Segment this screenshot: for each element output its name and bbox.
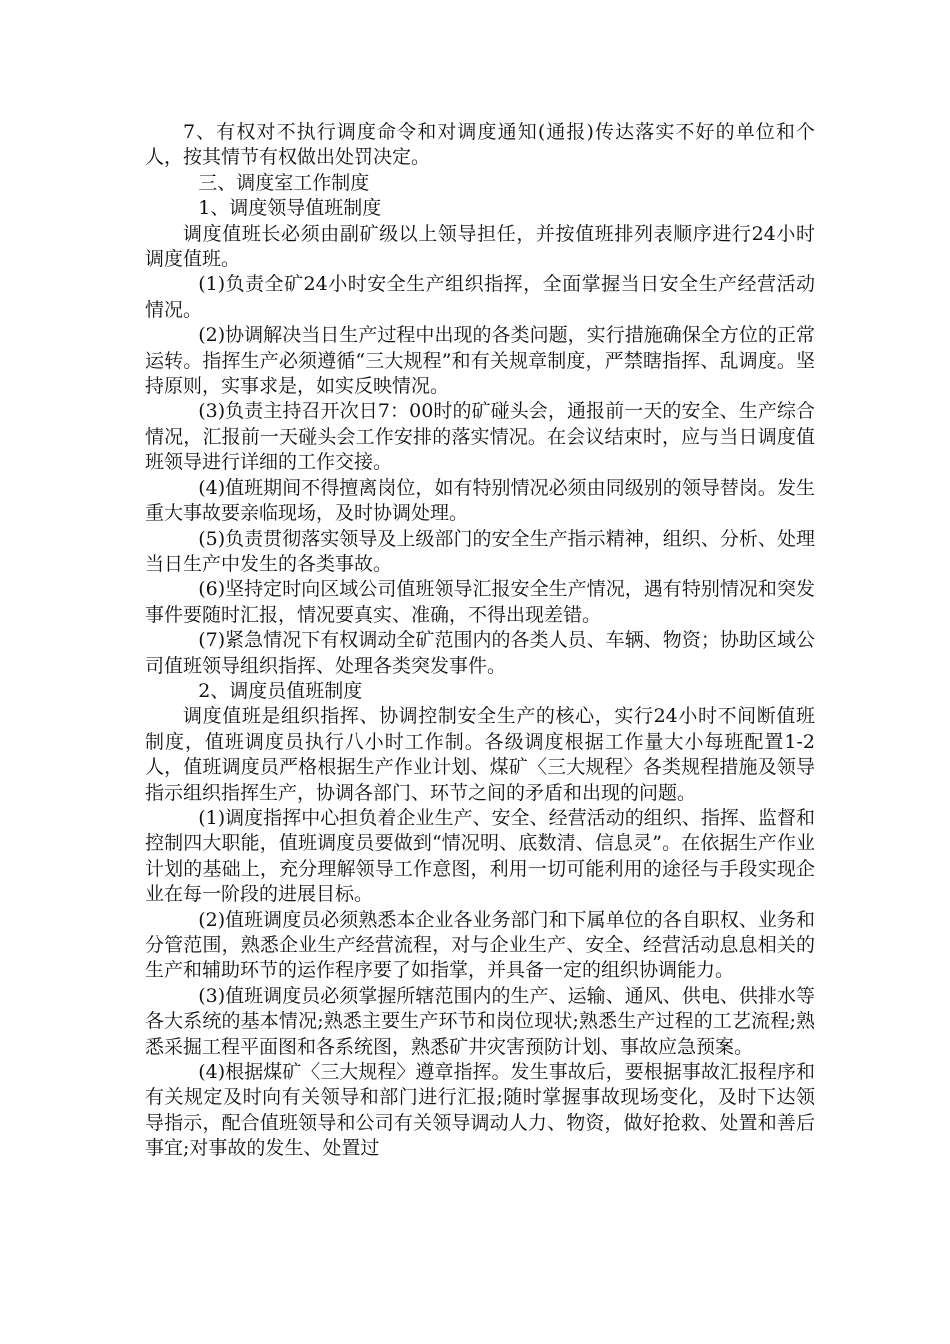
paragraph-list-item: (1)负责全矿24小时安全生产组织指挥，全面掌握当日安全生产经营活动情况。 xyxy=(145,273,815,321)
paragraph-list-item: (7)紧急情况下有权调动全矿范围内的各类人员、车辆、物资；协助区域公司值班领导组织指挥、处理各类突发事件。 xyxy=(145,629,815,677)
paragraph-list-item: (2)值班调度员必须熟悉本企业各业务部门和下属单位的各自职权、业务和分管范围，熟悉企业生产经营流程，对与企业生产、安全、经营活动息息相关的生产和辅助环节的运作程序要了如指掌，并具备一定的组织协调能力。 xyxy=(145,908,815,982)
subsection-heading-1: 1、调度领导值班制度 xyxy=(198,197,382,220)
paragraph-text: 调度值班是组织指挥、协调控制安全生产的核心，实行24小时不间断值班制度，值班调度员执行八小时工作制。各级调度根据工作量大小每班配置1-2人，值班调度员严格根据生产作业计划、煤矿〈三大规程〉各类规程措施及领导指示组织指挥生产，协调各部门、环节之间的矛盾和出现的问题。 xyxy=(145,705,815,804)
paragraph-list-item: (5)负责贯彻落实领导及上级部门的安全生产指示精神，组织、分析、处理当日生产中发生的各类事故。 xyxy=(145,527,815,575)
paragraph-list-item: (4)根据煤矿〈三大规程〉遵章指挥。发生事故后，要根据事故汇报程序和有关规定及时向有关领导和部门进行汇报;随时掌握事故现场变化，及时下达领导指示，配合值班领导和公司有关领导调动人力、物资，做好抢救、处置和善后事宜;对事故的发生、处置过 xyxy=(145,1061,815,1160)
paragraph-list-item: (6)坚持定时向区域公司值班领导汇报安全生产情况，遇有特别情况和突发事件要随时汇报，情况要真实、准确，不得出现差错。 xyxy=(145,578,815,626)
paragraph-list-item: (1)调度指挥中心担负着企业生产、安全、经营活动的组织、指挥、监督和控制四大职能，值班调度员要做到“情况明、底数清、信息灵”。在依据生产作业计划的基础上，充分理解领导工作意图，利用一切可能利用的途径与手段实现企业在每一阶段的进展目标。 xyxy=(145,806,815,906)
subsection-heading-2: 2、调度员值班制度 xyxy=(198,679,363,702)
paragraph-list-item: (3)负责主持召开次日7：00时的矿碰头会，通报前一天的安全、生产综合情况，汇报前一天碰头会工作安排的落实情况。在会议结束时，应与当日调度值班领导进行详细的工作交接。 xyxy=(145,400,815,474)
paragraph-list-item: (2)协调解决当日生产过程中出现的各类问题，实行措施确保全方位的正常运转。指挥生产必须遵循“三大规程”和有关规章制度，严禁瞎指挥、乱调度。坚持原则，实事求是，如实反映情况。 xyxy=(145,324,815,398)
paragraph-text: 调度值班长必须由副矿级以上领导担任，并按值班排列表顺序进行24小时调度值班。 xyxy=(145,222,815,271)
paragraph-list-item: (3)值班调度员必须掌握所辖范围内的生产、运输、通风、供电、供排水等各大系统的基本情况;熟悉主要生产环节和岗位现状;熟悉生产过程的工艺流程;熟悉采掘工程平面图和各系统图，熟悉矿井灾害预防计划、事故应急预案。 xyxy=(145,984,815,1058)
paragraph-list-item: (4)值班期间不得擅离岗位，如有特别情况必须由同级别的领导替岗。发生重大事故要亲临现场，及时协调处理。 xyxy=(145,476,815,525)
section-heading-3: 三、调度室工作制度 xyxy=(198,171,370,194)
document-page xyxy=(145,120,815,1162)
paragraph-item-7: 7、有权对不执行调度命令和对调度通知(通报)传达落实不好的单位和个人，按其情节有权做出处罚决定。 xyxy=(145,121,815,169)
